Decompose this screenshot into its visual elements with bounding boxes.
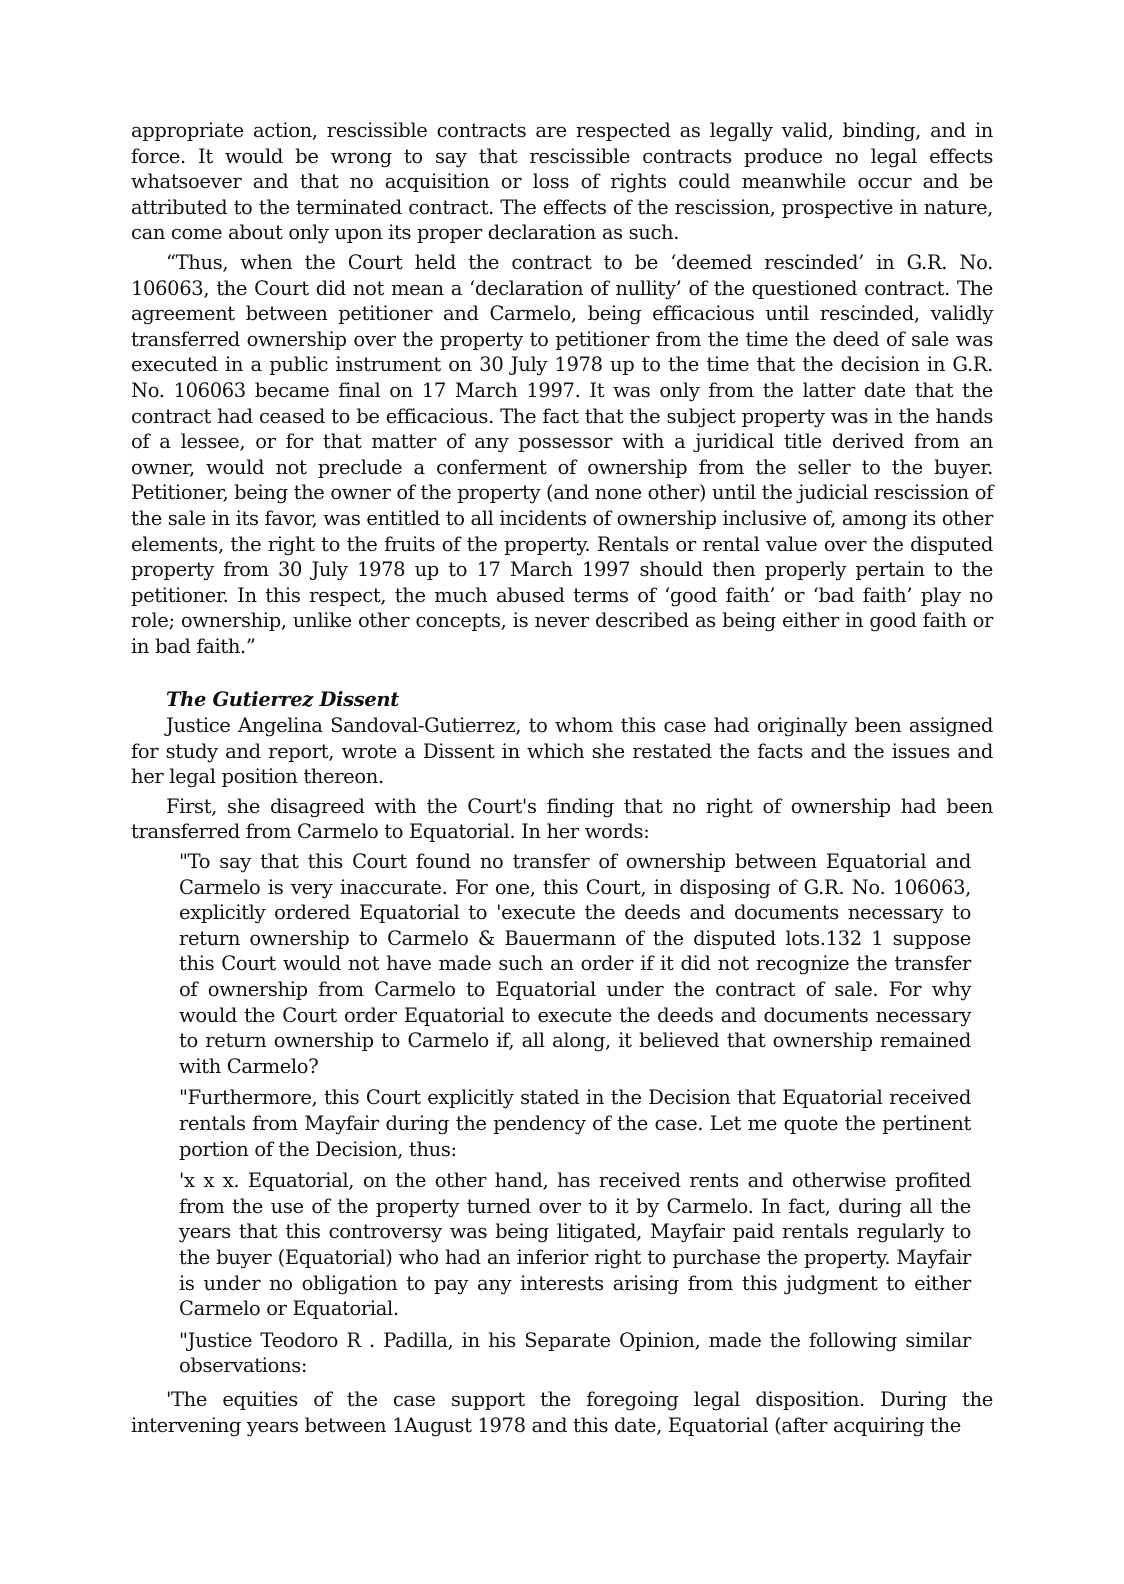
body-paragraph: appropriate action, rescissible contracts are respected as legally valid, binding, and in force. It would be wrong to say that rescissible contracts produce no legal effects whatsoever and that no acquisition or loss of rights could meanwhile occur and be attributed to the terminated contract. The effects of the rescission, prospective in nature, can come about only upon its proper declaration as such. (131, 119, 993, 245)
block-quote (131, 849, 993, 1379)
body-paragraph: Justice Angelina Sandoval-Gutierrez, to whom this case had originally been assigned for study and report, wrote a Dissent in which she restated the facts and the issues and her legal position thereon. (131, 714, 993, 789)
quote-paragraph: 'x x x. Equatorial, on the other hand, has received rents and otherwise profited from the use of the property turned over to it by Carmelo. In fact, during all the years that this controversy was being litigated, Mayfair paid rentals regularly to the buyer (Equatorial) who had an inferior right to purchase the property. Mayfair is under no obligation to pay any interests arising from this judgment to either Carmelo or Equatorial. (179, 1169, 971, 1321)
quote-paragraph: "To say that this Court found no transfer of ownership between Equatorial and Carmelo is very inaccurate. For one, this Court, in disposing of G.R. No. 106063, explicitly ordered Equatorial to 'execute the deeds and documents necessary to return ownership to Carmelo & Bauermann of the disputed lots.132 1 suppose this Court would not have made such an order if it did not recognize the transfer of ownership from Carmelo to Equatorial under the contract of sale. For why would the Court order Equatorial to execute the deeds and documents necessary to return ownership to Carmelo if, all along, it believed that ownership remained with Carmelo? (179, 850, 971, 1078)
body-paragraph: First, she disagreed with the Court's finding that no right of ownership had been transferred from Carmelo to Equatorial. In her words: (131, 794, 993, 844)
quote-paragraph: "Furthermore, this Court explicitly stated in the Decision that Equatorial received rentals from Mayfair during the pendency of the case. Let me quote the pertinent portion of the Decision, thus: (179, 1086, 971, 1161)
body-paragraph: 'The equities of the case support the foregoing legal disposition. During the intervening years between 1August 1978 and this date, Equatorial (after acquiring the (131, 1387, 993, 1437)
quote-paragraph: "Justice Teodoro R . Padilla, in his Separate Opinion, made the following similar observations: (179, 1328, 971, 1378)
section-heading: The Gutierrez Dissent (166, 688, 399, 712)
body-paragraph: “Thus, when the Court held the contract to be ‘deemed rescinded’ in G.R. No. 106063, the Court did not mean a ‘declaration of nullity’ of the questioned contract. The agreement between petitioner and Carmelo, being efficacious until rescinded, validly transferred ownership over the property to petitioner from the time the deed of sale was executed in a public instrument on 30 July 1978 up to the time that the decision in G.R. No. 106063 became final on 17 March 1997. It was only from the latter date that the contract had ceased to be efficacious. The fact that the subject property was in the hands of a lessee, or for that matter of any possessor with a juridical title derived from an owner, would not preclude a conferment of ownership from the seller to the buyer. Petitioner, being the owner of the property (and none other) until the judicial rescission of the sale in its favor, was entitled to all incidents of ownership inclusive of, among its other elements, the right to the fruits of the property. Rentals or rental value over the disputed property from 30 July 1978 up to 17 March 1997 should then properly pertain to the petitioner. In this respect, the much abused terms of ‘good faith’ or ‘bad faith’ play no role; ownership, unlike other concepts, is never described as being either in good faith or in bad faith.” (131, 250, 993, 658)
document-page (131, 118, 993, 1438)
